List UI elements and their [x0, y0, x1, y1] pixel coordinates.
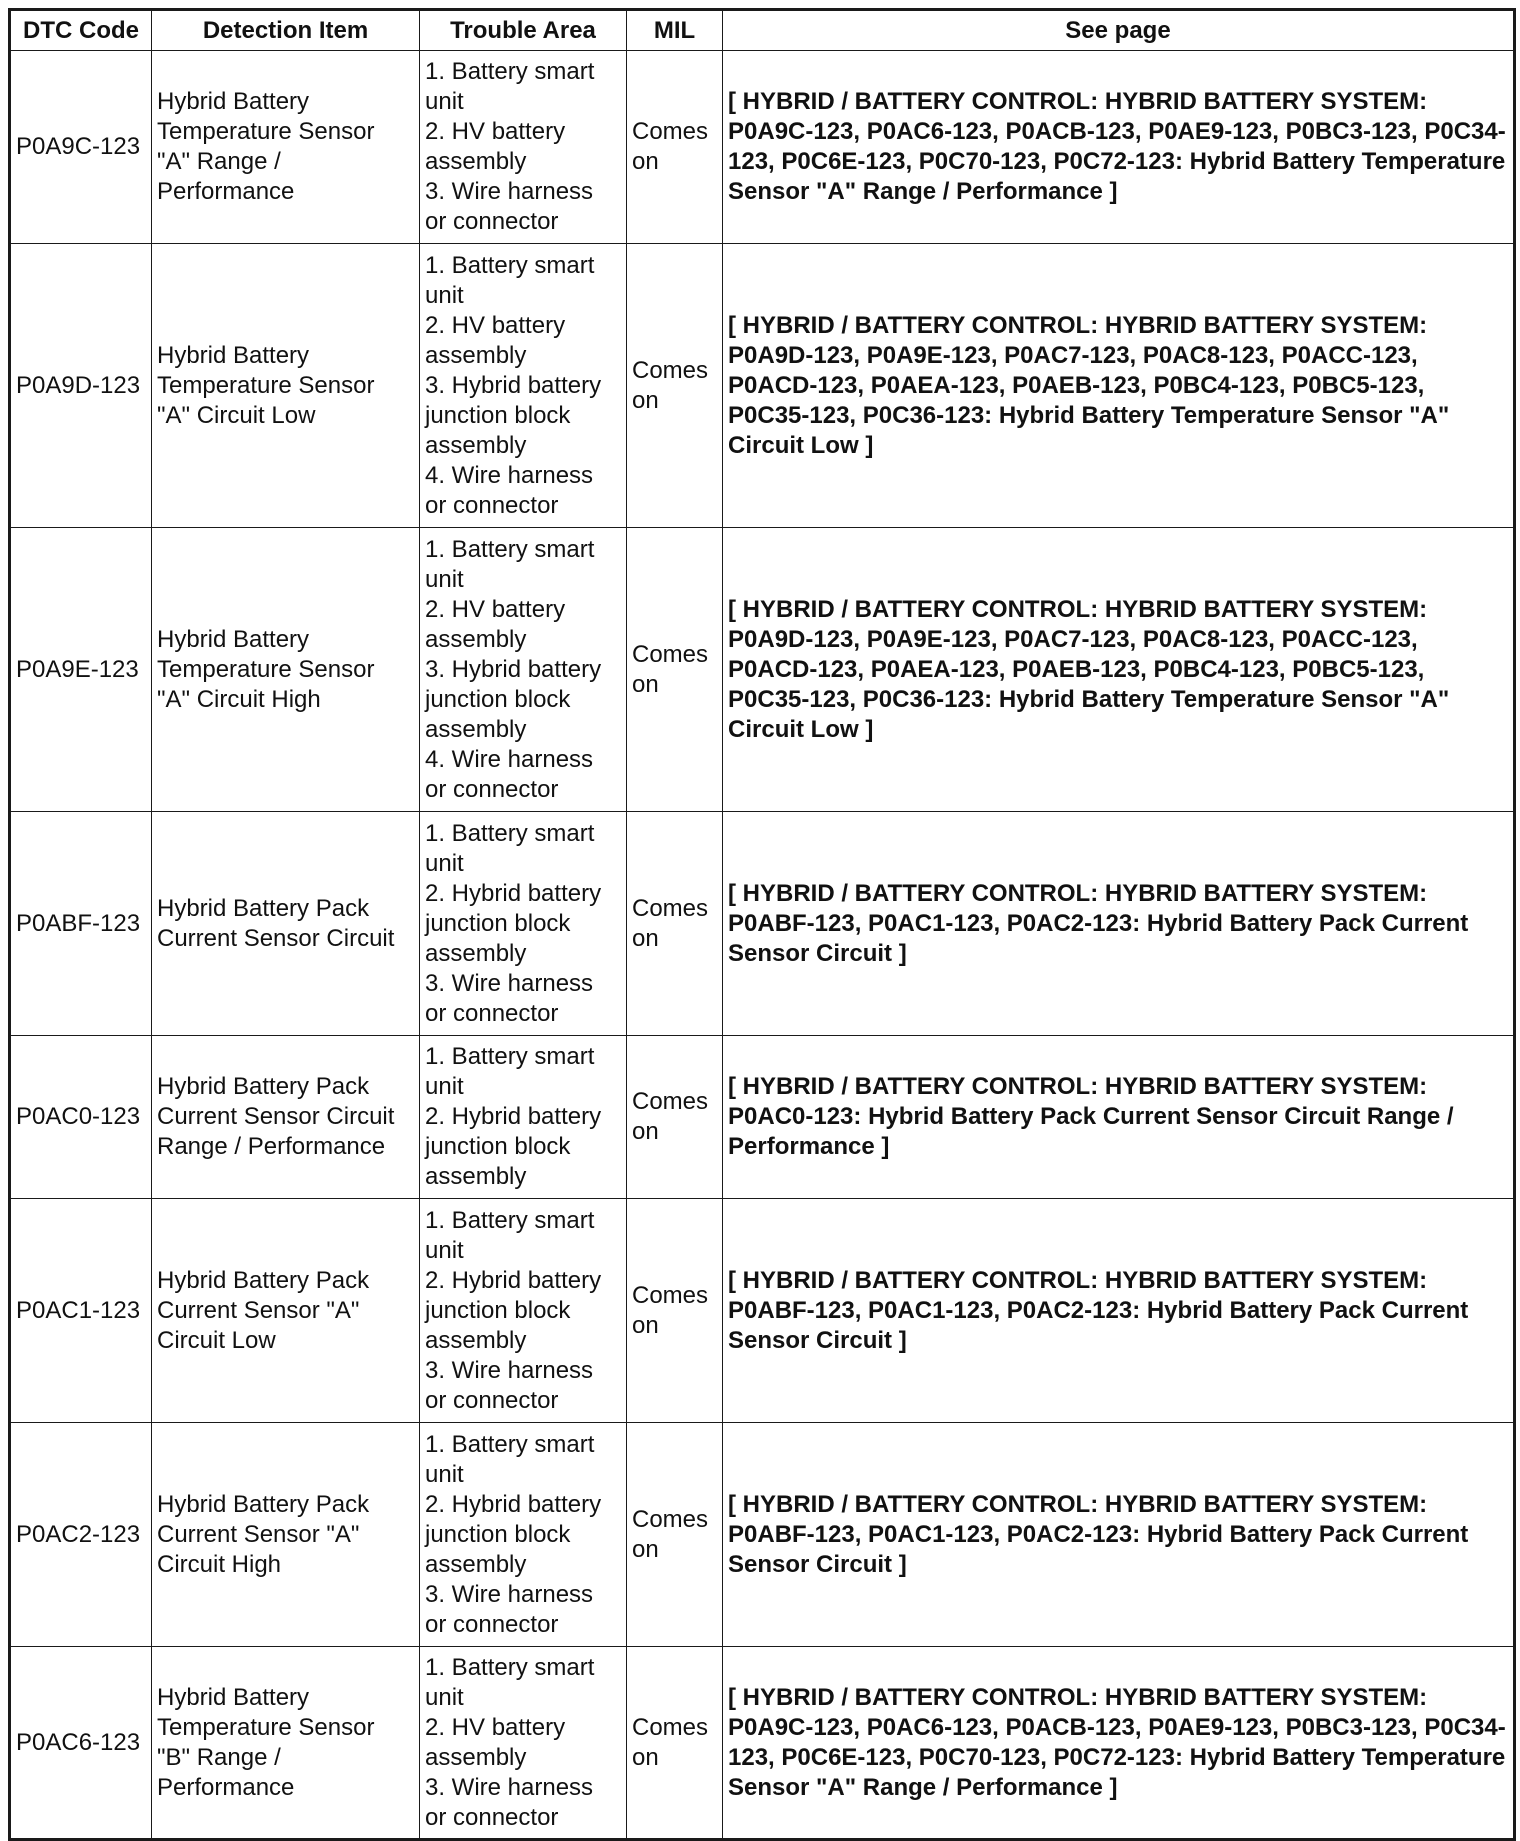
dtc-code-cell: P0ABF-123 [10, 812, 152, 1036]
header-row [10, 10, 1515, 51]
see-page-reference[interactable]: [ HYBRID / BATTERY CONTROL: HYBRID BATTERY SYSTEM: P0ABF-123, P0AC1-123, P0AC2-123: Hybrid Battery Pack Current Sensor Circuit ] [723, 1199, 1515, 1423]
trouble-area-item: 1. Battery smart unit [425, 1043, 595, 1100]
trouble-area-item: 2. HV battery assembly [425, 595, 566, 653]
mil-cell: Comes on [627, 528, 723, 812]
mil-cell: Comes on [627, 244, 723, 528]
detection-item-cell: Hybrid Battery Temperature Sensor "B" Range / Performance [152, 1647, 420, 1840]
trouble-area-item: 1. Battery smart unit [425, 535, 595, 593]
trouble-area-item: 2. Hybrid battery junction block assembly [425, 1490, 602, 1578]
header-detection-item: Detection Item [152, 10, 420, 51]
dtc-table-sheet [8, 8, 1513, 1841]
trouble-area-cell [420, 528, 627, 812]
trouble-area-item: 1. Battery smart unit [425, 819, 595, 877]
detection-item-cell: Hybrid Battery Pack Current Sensor Circuit [152, 812, 420, 1036]
dtc-code-cell: P0A9C-123 [10, 51, 152, 244]
see-page-reference[interactable]: [ HYBRID / BATTERY CONTROL: HYBRID BATTERY SYSTEM: P0ABF-123, P0AC1-123, P0AC2-123: Hybrid Battery Pack Current Sensor Circuit ] [723, 812, 1515, 1036]
header-dtc-code: DTC Code [10, 10, 152, 51]
detection-item-cell: Hybrid Battery Pack Current Sensor "A" Circuit Low [152, 1199, 420, 1423]
dtc-table [8, 8, 1516, 1841]
mil-cell: Comes on [627, 812, 723, 1036]
see-page-reference[interactable]: [ HYBRID / BATTERY CONTROL: HYBRID BATTERY SYSTEM: P0A9D-123, P0A9E-123, P0AC7-123, P0AC8-123, P0ACC-123, P0ACD-123, P0AEA-123, P0AEB-123, P0BC4-123, P0BC5-123, P0C35-123, P0C36-123: Hybrid Battery Temperature Sensor "A" Circuit Low ] [723, 528, 1515, 812]
dtc-code-cell: P0A9E-123 [10, 528, 152, 812]
trouble-area-item: 1. Battery smart unit [425, 1430, 595, 1488]
trouble-area-cell [420, 1423, 627, 1647]
trouble-area-cell [420, 1036, 627, 1199]
mil-cell: Comes on [627, 1199, 723, 1423]
trouble-area-cell [420, 812, 627, 1036]
trouble-area-item: 2. Hybrid battery junction block assembly [425, 1266, 602, 1354]
trouble-area-item: 3. Wire harness or connector [425, 1356, 594, 1414]
trouble-area-item: 3. Wire harness or connector [425, 178, 594, 235]
table-row [10, 1423, 1515, 1647]
trouble-area-item: 3. Hybrid battery junction block assembly [425, 655, 602, 743]
see-page-reference[interactable]: [ HYBRID / BATTERY CONTROL: HYBRID BATTERY SYSTEM: P0A9C-123, P0AC6-123, P0ACB-123, P0AE9-123, P0BC3-123, P0C34-123, P0C6E-123, P0C70-123, P0C72-123: Hybrid Battery Temperature Sensor "A" Range / Performance ] [723, 1647, 1515, 1840]
detection-item-cell: Hybrid Battery Temperature Sensor "A" Circuit Low [152, 244, 420, 528]
trouble-area-item: 3. Wire harness or connector [425, 969, 594, 1027]
see-page-reference[interactable]: [ HYBRID / BATTERY CONTROL: HYBRID BATTERY SYSTEM: P0A9D-123, P0A9E-123, P0AC7-123, P0AC8-123, P0ACC-123, P0ACD-123, P0AEA-123, P0AEB-123, P0BC4-123, P0BC5-123, P0C35-123, P0C36-123: Hybrid Battery Temperature Sensor "A" Circuit Low ] [723, 244, 1515, 528]
detection-item-cell: Hybrid Battery Pack Current Sensor "A" Circuit High [152, 1423, 420, 1647]
dtc-code-cell: P0A9D-123 [10, 244, 152, 528]
trouble-area-item: 2. HV battery assembly [425, 311, 566, 369]
table-header [10, 10, 1515, 51]
table-row [10, 1036, 1515, 1199]
table-row [10, 812, 1515, 1036]
detection-item-cell: Hybrid Battery Pack Current Sensor Circuit Range / Performance [152, 1036, 420, 1199]
trouble-area-cell [420, 1647, 627, 1840]
mil-cell: Comes on [627, 1036, 723, 1199]
dtc-code-cell: P0AC1-123 [10, 1199, 152, 1423]
mil-cell: Comes on [627, 51, 723, 244]
trouble-area-item: 2. HV battery assembly [425, 1713, 566, 1771]
mil-cell: Comes on [627, 1647, 723, 1840]
header-see-page: See page [723, 10, 1515, 51]
see-page-reference[interactable]: [ HYBRID / BATTERY CONTROL: HYBRID BATTERY SYSTEM: P0AC0-123: Hybrid Battery Pack Current Sensor Circuit Range / Performance ] [723, 1036, 1515, 1199]
trouble-area-item: 1. Battery smart unit [425, 251, 595, 309]
trouble-area-cell [420, 244, 627, 528]
table-row [10, 1647, 1515, 1840]
dtc-code-cell: P0AC0-123 [10, 1036, 152, 1199]
trouble-area-item: 1. Battery smart unit [425, 58, 595, 115]
see-page-reference[interactable]: [ HYBRID / BATTERY CONTROL: HYBRID BATTERY SYSTEM: P0A9C-123, P0AC6-123, P0ACB-123, P0AE9-123, P0BC3-123, P0C34-123, P0C6E-123, P0C70-123, P0C72-123: Hybrid Battery Temperature Sensor "A" Range / Performance ] [723, 51, 1515, 244]
detection-item-cell: Hybrid Battery Temperature Sensor "A" Range / Performance [152, 51, 420, 244]
table-body [10, 51, 1515, 1840]
see-page-reference[interactable]: [ HYBRID / BATTERY CONTROL: HYBRID BATTERY SYSTEM: P0ABF-123, P0AC1-123, P0AC2-123: Hybrid Battery Pack Current Sensor Circuit ] [723, 1423, 1515, 1647]
trouble-area-cell [420, 1199, 627, 1423]
trouble-area-item: 3. Wire harness or connector [425, 1773, 594, 1831]
trouble-area-item: 2. Hybrid battery junction block assembly [425, 879, 602, 967]
trouble-area-item: 3. Hybrid battery junction block assembly [425, 371, 602, 459]
dtc-code-cell: P0AC2-123 [10, 1423, 152, 1647]
trouble-area-item: 2. Hybrid battery junction block assembly [425, 1103, 602, 1190]
trouble-area-item: 3. Wire harness or connector [425, 1580, 594, 1638]
header-trouble-area: Trouble Area [420, 10, 627, 51]
detection-item-cell: Hybrid Battery Temperature Sensor "A" Circuit High [152, 528, 420, 812]
trouble-area-cell [420, 51, 627, 244]
table-row [10, 528, 1515, 812]
trouble-area-item: 4. Wire harness or connector [425, 745, 594, 803]
table-row [10, 244, 1515, 528]
mil-cell: Comes on [627, 1423, 723, 1647]
trouble-area-item: 4. Wire harness or connector [425, 461, 594, 519]
dtc-code-cell: P0AC6-123 [10, 1647, 152, 1840]
table-row [10, 51, 1515, 244]
header-mil: MIL [627, 10, 723, 51]
trouble-area-item: 2. HV battery assembly [425, 118, 566, 175]
table-row [10, 1199, 1515, 1423]
trouble-area-item: 1. Battery smart unit [425, 1653, 595, 1711]
trouble-area-item: 1. Battery smart unit [425, 1206, 595, 1264]
